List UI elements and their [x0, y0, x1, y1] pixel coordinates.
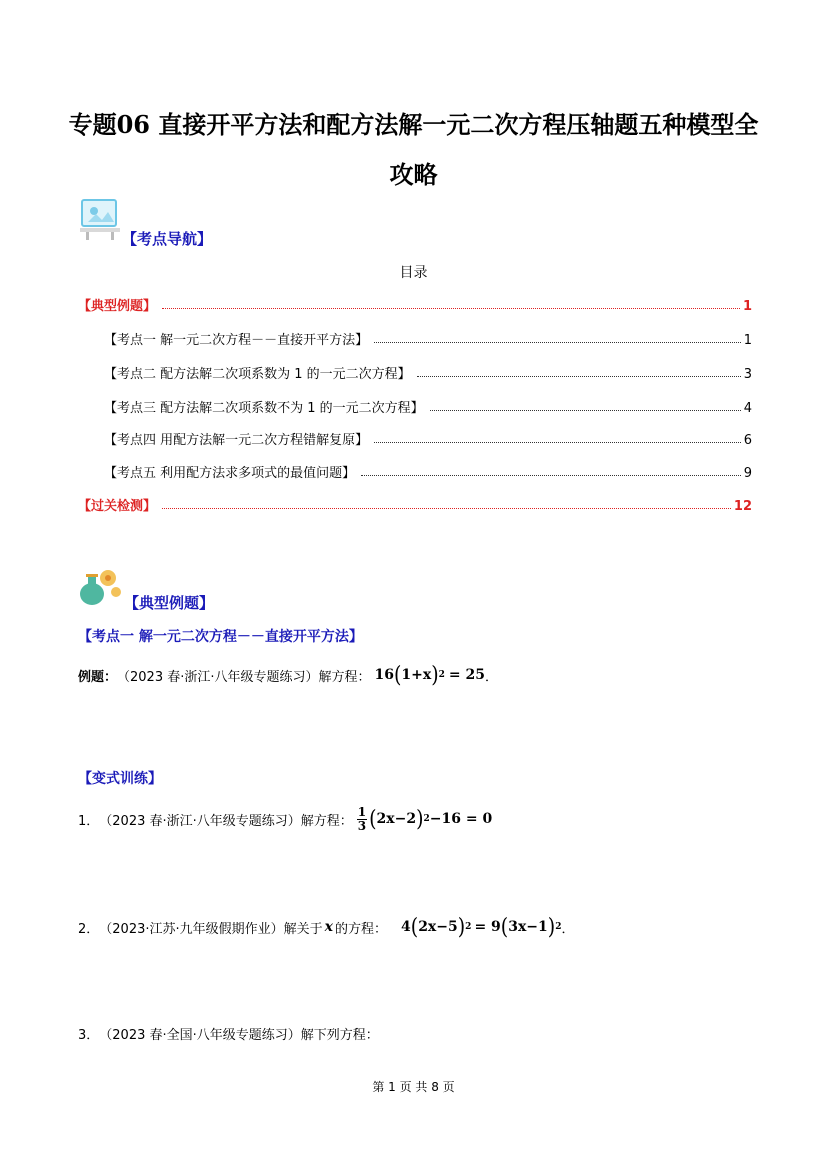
toc-item-label: 【考点三 配方法解二次项系数不为 1 的一元二次方程】 [104, 401, 424, 416]
toc-leader [417, 376, 741, 377]
eq-rhs: = 9 [474, 919, 501, 935]
example-label: 例题： [78, 669, 118, 685]
page-footer: 第 1 页 共 8 页 [372, 1080, 455, 1094]
problem-text-2: 的方程： [335, 921, 388, 937]
toc-item-page: 4 [743, 401, 752, 416]
problem-end: ． [561, 921, 575, 937]
example-source: （2023 春·浙江·八年级专题练习）解方程： [117, 669, 371, 685]
problem-number: 2． [78, 921, 100, 937]
eq-coef: 16 [374, 667, 394, 683]
toc-item[interactable] [78, 294, 752, 314]
paren-close: ) [431, 661, 439, 689]
eq-exponent: 2 [438, 670, 445, 680]
paren-close: ) [416, 805, 424, 833]
toc-leader [361, 475, 741, 476]
eq-exponent: 2 [465, 922, 472, 932]
eq-inner: 3x−1 [508, 919, 548, 935]
nav-banner-label: 【考点导航】 [122, 230, 213, 248]
example-line [78, 661, 499, 689]
problem-1-equation [357, 806, 492, 833]
toc-item[interactable] [104, 461, 752, 481]
toc-item-page: 9 [743, 466, 752, 481]
page-title: 专题06 直接开平方法和配方法解一元二次方程压轴题五种模型全攻略 [68, 110, 759, 189]
paren-close: ) [547, 913, 556, 941]
toc-leader [162, 508, 731, 509]
toc-item-page: 1 [743, 333, 752, 348]
paren-open: ( [369, 805, 377, 833]
problem-number: 1． [78, 813, 100, 829]
eq-rhs: = 25 [448, 667, 486, 683]
paren-open: ( [410, 913, 419, 941]
problem-variable: x [324, 919, 333, 935]
example-equation [374, 661, 486, 689]
examples-banner-label: 【典型例题】 [124, 594, 215, 612]
classroom-icon [78, 196, 124, 242]
paren-close: ) [457, 913, 466, 941]
toc-item[interactable] [104, 428, 752, 448]
problem-text: （2023 春·全国·八年级专题练习）解下列方程： [99, 1028, 379, 1043]
vase-icon [78, 566, 122, 606]
toc-item-label: 【考点一 解一元二次方程－－直接开平方法】 [104, 333, 369, 348]
paren-open: ( [393, 661, 402, 689]
fraction-denominator: 3 [357, 818, 367, 833]
toc-leader [430, 410, 741, 411]
toc-leader [162, 308, 740, 309]
toc-item-label: 【考点二 配方法解二次项系数为 1 的一元二次方程】 [104, 367, 411, 382]
eq-inner: 2x−5 [418, 919, 458, 935]
problem-number: 3． [78, 1028, 100, 1043]
variant-heading: 【变式训练】 [78, 771, 162, 787]
toc-item-page: 12 [733, 499, 752, 514]
toc-leader [374, 342, 741, 343]
example-end: ． [485, 669, 499, 685]
eq-rest: −16 = 0 [429, 811, 493, 827]
fraction [357, 806, 367, 833]
problem-1 [78, 802, 492, 836]
toc-item-page: 6 [743, 433, 752, 448]
toc-item-page: 3 [743, 367, 752, 382]
eq-inner: 1+x [401, 667, 432, 683]
toc-item[interactable] [78, 494, 752, 514]
fraction-numerator: 1 [357, 804, 367, 819]
toc-item-label: 【考点五 利用配方法求多项式的最值问题】 [104, 466, 356, 481]
toc-item-label: 【典型例题】 [78, 299, 157, 314]
kaodian-1-heading: 【考点一 解一元二次方程－－直接开平方法】 [78, 629, 363, 645]
toc-item[interactable] [104, 328, 752, 348]
toc-item-page: 1 [742, 299, 752, 314]
paren-open: ( [500, 913, 509, 941]
eq-exponent: 2 [423, 814, 430, 824]
toc-item-label: 【考点四 用配方法解一元二次方程错解复原】 [104, 433, 369, 448]
eq-exponent: 2 [555, 922, 562, 932]
eq-inner: 2x−2 [376, 811, 417, 827]
toc-item[interactable] [104, 362, 752, 382]
problem-2-equation [401, 913, 562, 941]
toc-item-label: 【过关检测】 [78, 499, 157, 514]
problem-2 [78, 913, 575, 941]
problem-text: （2023 春·浙江·八年级专题练习）解方程： [99, 813, 353, 829]
toc-leader [374, 442, 741, 443]
problem-3 [78, 1024, 379, 1043]
toc-item[interactable] [104, 396, 752, 416]
toc-heading: 目录 [399, 265, 428, 281]
eq-coef: 4 [401, 919, 411, 935]
problem-text: （2023·江苏·九年级假期作业）解关于 [99, 921, 323, 937]
